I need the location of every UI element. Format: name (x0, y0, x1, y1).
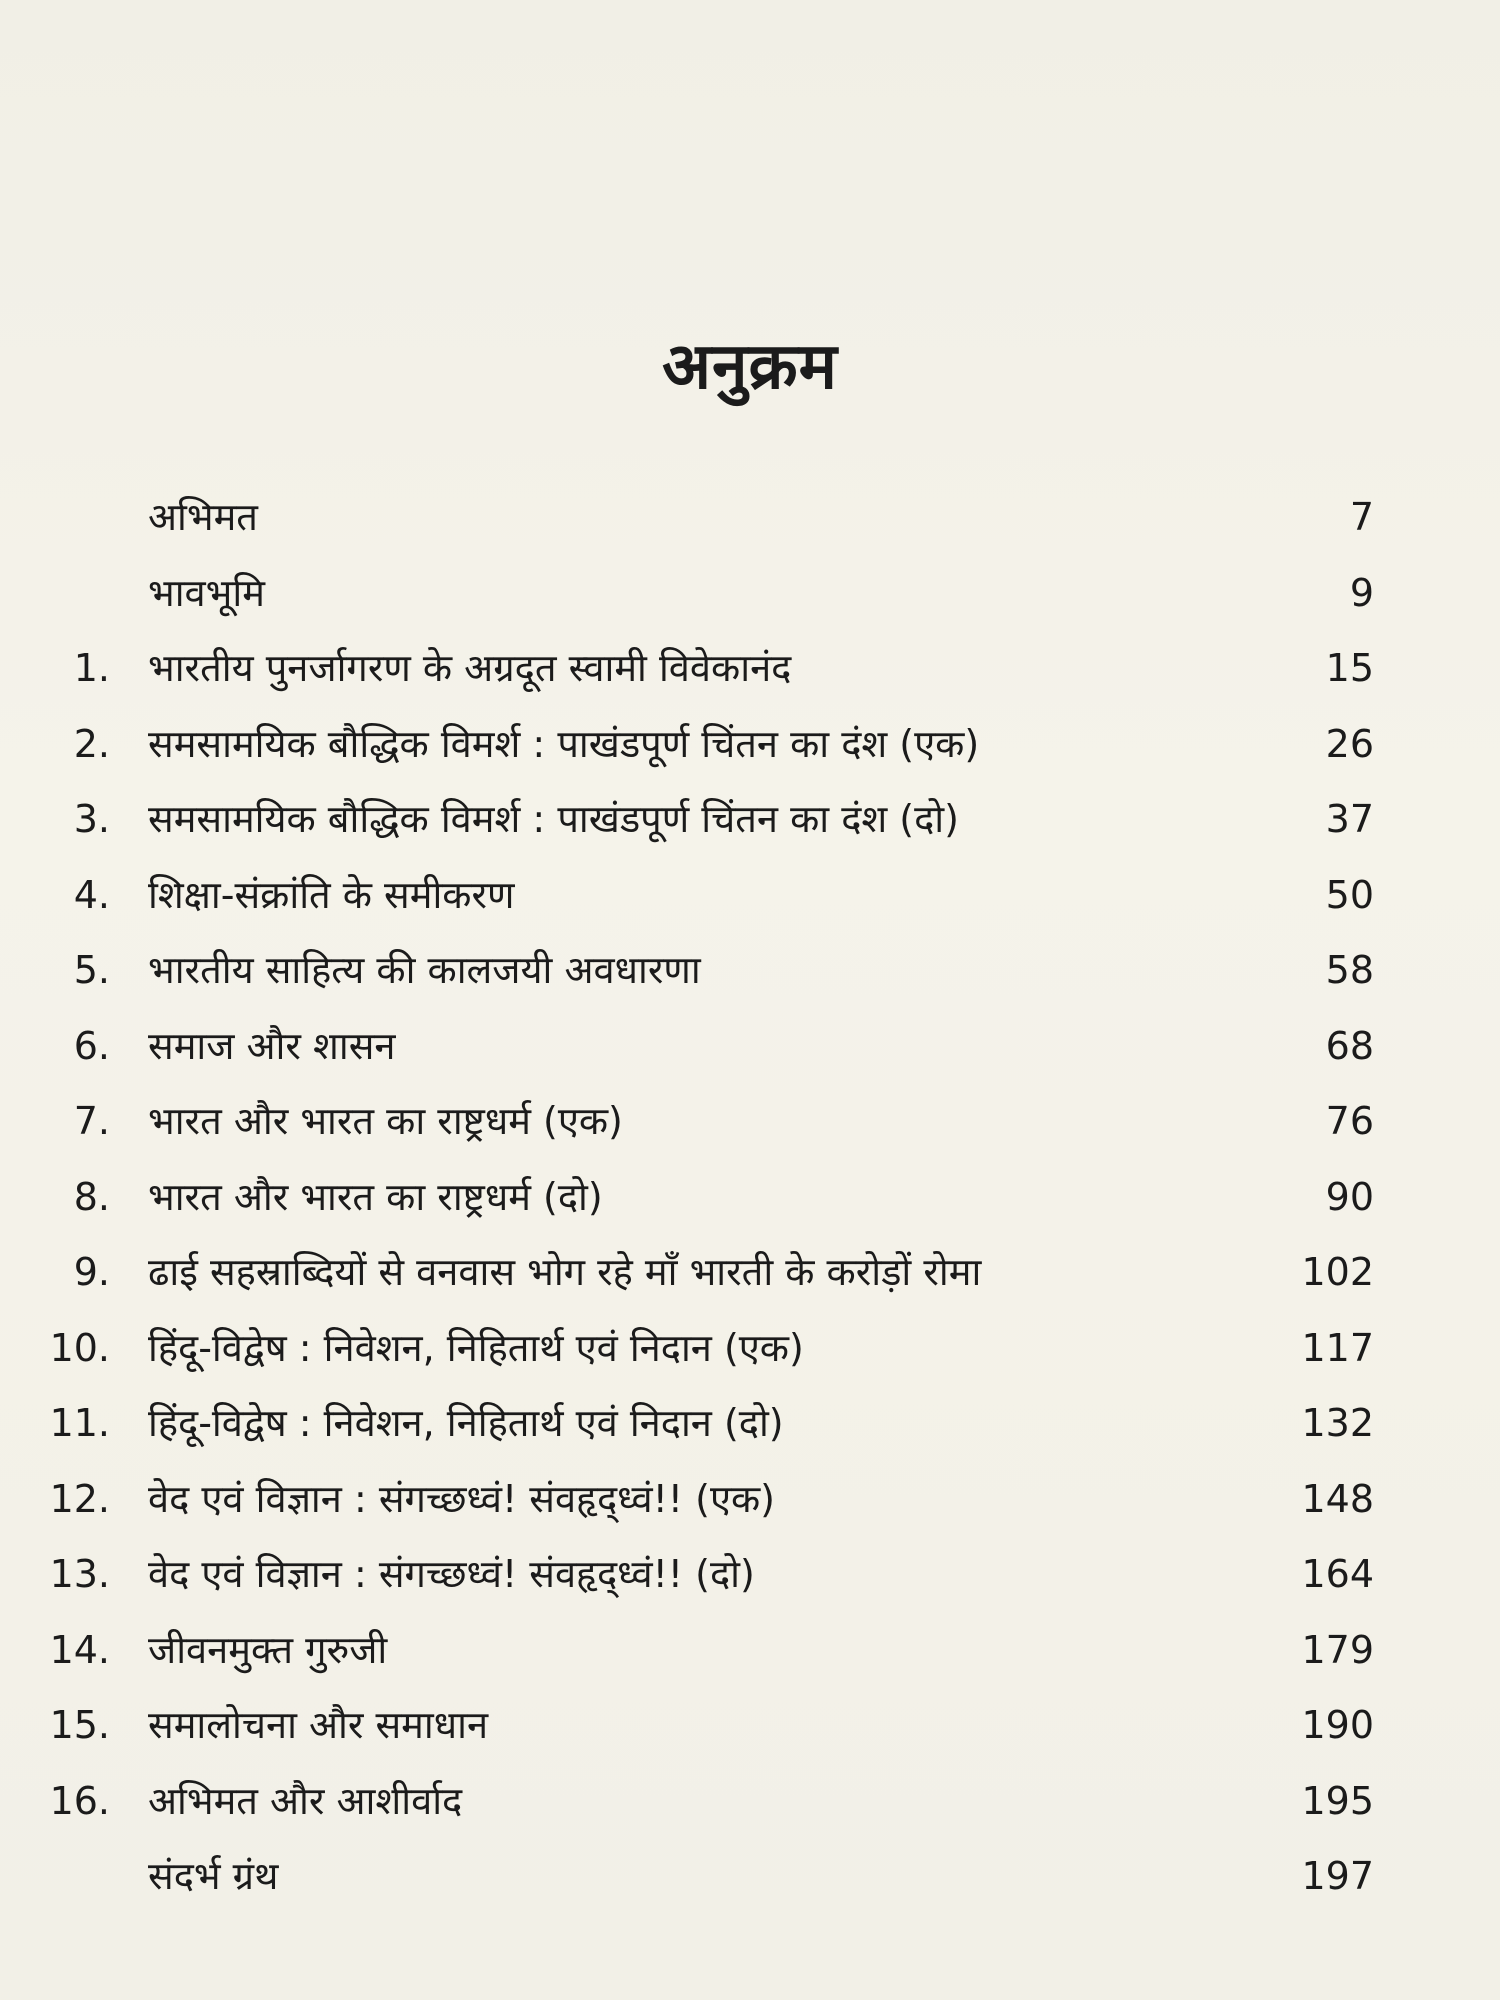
toc-entry-number: 14. (49, 1627, 110, 1672)
toc-entry (0, 1839, 1500, 1915)
toc-entry-title: शिक्षा-संक्रांति के समीकरण (148, 872, 515, 917)
toc-entry (0, 1160, 1500, 1236)
toc-entry-number: 3. (73, 797, 110, 841)
toc-entry-number: 7. (73, 1099, 110, 1143)
toc-entry-title: भारत और भारत का राष्ट्रधर्म (एक) (148, 1099, 623, 1143)
toc-entry-page-number: 68 (1325, 1023, 1374, 1068)
toc-entry-number: 9. (73, 1250, 110, 1294)
toc-entry-title: हिंदू-विद्वेष : निवेशन, निहितार्थ एवं निदान (दो) (148, 1401, 784, 1445)
toc-entry (0, 480, 1500, 556)
toc-entry-title: वेद एवं विज्ञान : संगच्छध्वं! संवहृद्ध्वं!! (एक) (148, 1476, 775, 1521)
toc-entry-page-number: 76 (1325, 1099, 1374, 1143)
toc-entry-page-number: 15 (1325, 646, 1374, 690)
toc-entry (0, 707, 1500, 783)
toc-entry-title: अभिमत और आशीर्वाद (148, 1778, 463, 1823)
toc-entry (0, 1084, 1500, 1160)
toc-entry-page-number: 132 (1301, 1401, 1374, 1445)
toc-entry (0, 556, 1500, 632)
toc-entry-page-number: 148 (1301, 1476, 1374, 1521)
toc-entry-number: 8. (73, 1174, 110, 1219)
toc-entry-page-number: 90 (1325, 1174, 1374, 1219)
toc-entry-title: जीवनमुक्त गुरुजी (148, 1627, 388, 1672)
toc-entry (0, 1235, 1500, 1311)
toc-entry (0, 1613, 1500, 1689)
toc-entry (0, 1688, 1500, 1764)
toc-entry-title: ढाई सहस्राब्दियों से वनवास भोग रहे माँ भारती के करोड़ों रोमा (148, 1250, 982, 1294)
toc-entry-page-number: 197 (1301, 1854, 1374, 1898)
toc-entry-title: हिंदू-विद्वेष : निवेशन, निहितार्थ एवं निदान (एक) (148, 1325, 804, 1370)
toc-entry-number: 15. (49, 1703, 110, 1747)
toc-entry-title: भावभूमि (148, 570, 265, 615)
toc-entry (0, 858, 1500, 934)
toc-entry (0, 1537, 1500, 1613)
toc-entry-page-number: 9 (1349, 570, 1374, 615)
toc-entry-number: 4. (73, 872, 110, 917)
toc-entry-title: भारतीय पुनर्जागरण के अग्रदूत स्वामी विवेकानंद (148, 646, 792, 690)
toc-entry-page-number: 195 (1301, 1778, 1374, 1823)
toc-entry-page-number: 117 (1301, 1325, 1374, 1370)
toc-entry (0, 1462, 1500, 1538)
toc-entry-title: भारत और भारत का राष्ट्रधर्म (दो) (148, 1174, 603, 1219)
table-of-contents (0, 480, 1500, 1915)
toc-entry-title: समालोचना और समाधान (148, 1703, 489, 1747)
page-title: अनुक्रम (662, 330, 838, 404)
toc-entry (0, 1764, 1500, 1840)
toc-entry-page-number: 102 (1301, 1250, 1374, 1294)
toc-entry (0, 631, 1500, 707)
toc-entry-page-number: 7 (1349, 495, 1374, 539)
toc-entry-title: वेद एवं विज्ञान : संगच्छध्वं! संवहृद्ध्वं!! (दो) (148, 1552, 755, 1596)
toc-entry-page-number: 50 (1325, 872, 1374, 917)
toc-entry-title: समसामयिक बौद्धिक विमर्श : पाखंडपूर्ण चिंतन का दंश (एक) (148, 721, 980, 766)
toc-entry-page-number: 190 (1301, 1703, 1374, 1747)
toc-entry-number: 11. (49, 1401, 110, 1445)
toc-entry-page-number: 164 (1301, 1552, 1374, 1596)
toc-entry-number: 13. (49, 1552, 110, 1596)
toc-entry-page-number: 26 (1325, 721, 1374, 766)
toc-entry-number: 10. (49, 1325, 110, 1370)
toc-entry-number: 5. (73, 948, 110, 992)
toc-entry (0, 933, 1500, 1009)
toc-entry-number: 6. (73, 1023, 110, 1068)
toc-entry (0, 1009, 1500, 1085)
toc-entry-number: 12. (49, 1476, 110, 1521)
toc-entry (0, 782, 1500, 858)
toc-entry-page-number: 179 (1301, 1627, 1374, 1672)
toc-entry-page-number: 58 (1325, 948, 1374, 992)
toc-entry-number: 2. (73, 721, 110, 766)
toc-entry-number: 1. (73, 646, 110, 690)
toc-entry-title: भारतीय साहित्य की कालजयी अवधारणा (148, 948, 701, 992)
toc-entry-title: संदर्भ ग्रंथ (148, 1854, 279, 1898)
toc-entry-page-number: 37 (1325, 797, 1374, 841)
toc-entry (0, 1386, 1500, 1462)
toc-entry (0, 1311, 1500, 1387)
toc-entry-title: समाज और शासन (148, 1023, 396, 1068)
toc-entry-title: समसामयिक बौद्धिक विमर्श : पाखंडपूर्ण चिंतन का दंश (दो) (148, 797, 959, 841)
toc-entry-title: अभिमत (148, 495, 258, 539)
toc-entry-number: 16. (49, 1778, 110, 1823)
